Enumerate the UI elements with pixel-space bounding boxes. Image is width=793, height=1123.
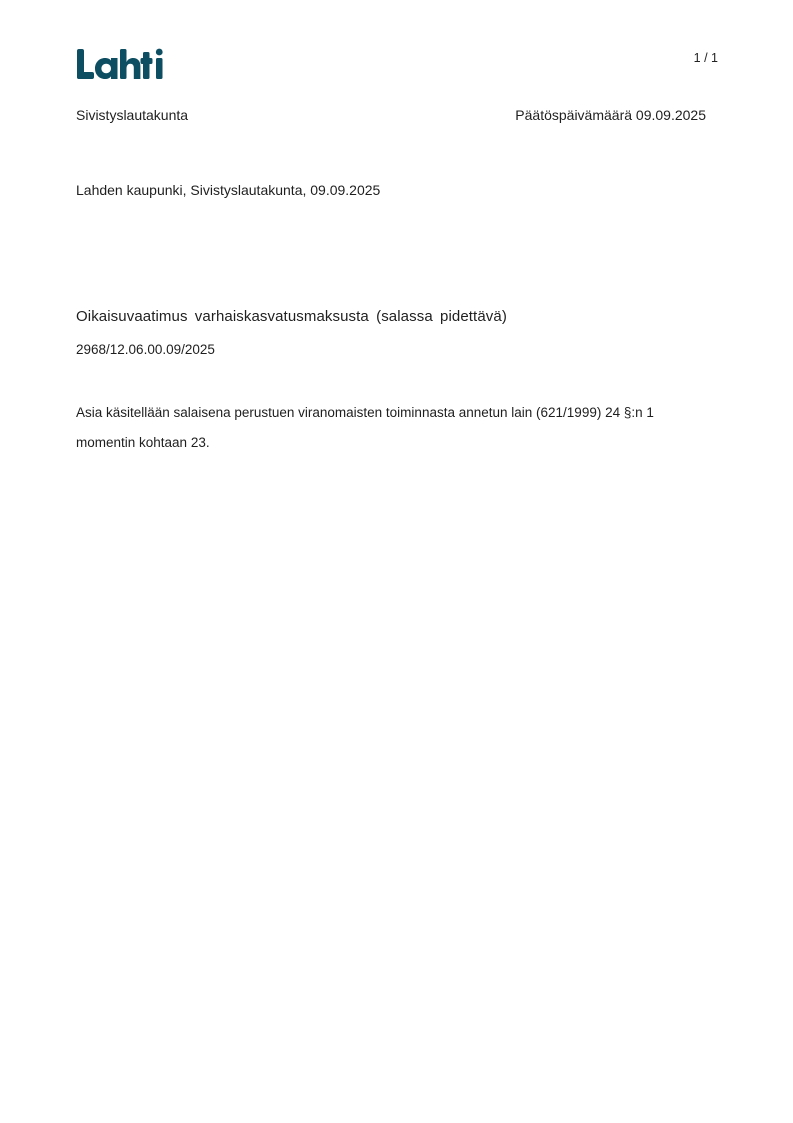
organization-name: Sivistyslautakunta bbox=[76, 107, 189, 123]
reference-number: 2968/12.06.00.09/2025 bbox=[76, 342, 215, 357]
decision-date-label: Päätöspäivämäärä bbox=[515, 107, 633, 123]
decision-date bbox=[430, 107, 706, 123]
body-paragraph bbox=[76, 398, 716, 458]
body-line-2: momentin kohtaan 23. bbox=[76, 435, 210, 450]
decision-date-value: 09.09.2025 bbox=[635, 107, 706, 123]
lahti-logo-mark bbox=[76, 46, 168, 82]
page-number: 1 / 1 bbox=[693, 51, 718, 65]
issuer-line: Lahden kaupunki, Sivistyslautakunta, 09.09.2025 bbox=[76, 182, 381, 198]
document-title: Oikaisuvaatimus varhaiskasvatusmaksusta (salassa pidettävä) bbox=[76, 308, 507, 325]
lahti-logo bbox=[76, 46, 168, 87]
body-line-1: Asia käsitellään salaisena perustuen viranomaisten toiminnasta annetun lain (621/1999) 24 §:n 1 bbox=[76, 405, 654, 420]
